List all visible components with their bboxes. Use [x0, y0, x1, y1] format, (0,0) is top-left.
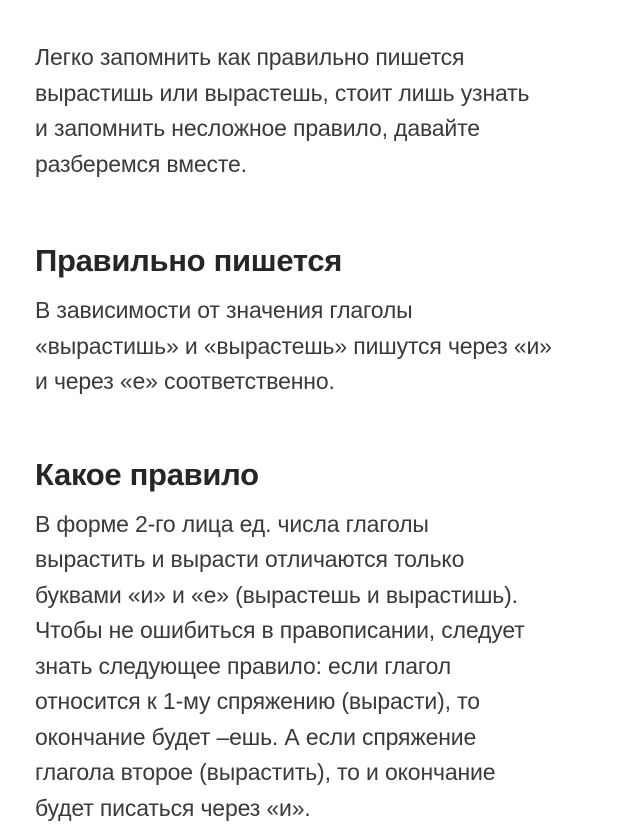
rule-paragraph: [35, 507, 625, 827]
paragraph-line: Чтобы не ошибиться в правописании, следует: [35, 617, 525, 643]
intro-line: разберемся вместе.: [35, 150, 247, 177]
paragraph-line: вырастить и вырасти отличаются только: [35, 546, 465, 572]
section-heading-rule: Какое правило: [35, 456, 259, 492]
paragraph-line: окончание будет –ешь. А если спряжение: [35, 723, 477, 750]
intro-paragraph: [35, 40, 625, 182]
section-heading-correct-spelling: Правильно пишется: [35, 243, 343, 278]
paragraph-line: и через «е» соответственно.: [35, 368, 335, 394]
paragraph-line: В зависимости от значения глаголы: [35, 297, 413, 323]
paragraph-line: глагола второе (вырастить), то и окончание: [35, 759, 496, 785]
correct-spelling-paragraph: [35, 293, 625, 400]
intro-line: вырастишь или вырастешь, стоит лишь узнать: [35, 79, 530, 106]
paragraph-line: будет писаться через «и».: [35, 794, 311, 821]
paragraph-line: «вырастишь» и «вырастешь» пишутся через «и»: [35, 332, 552, 359]
paragraph-line: относится к 1-му спряжению (вырасти), то: [35, 688, 480, 714]
paragraph-line: В форме 2-го лица ед. числа глаголы: [35, 510, 429, 537]
article-content: [35, 40, 625, 826]
paragraph-line: знать следующее правило: если глагол: [35, 652, 452, 679]
intro-line: и запомнить несложное правило, давайте: [35, 115, 480, 141]
intro-line: Легко запомнить как правильно пишется: [35, 44, 465, 70]
paragraph-line: буквами «и» и «е» (вырастешь и вырастишь).: [35, 581, 518, 608]
